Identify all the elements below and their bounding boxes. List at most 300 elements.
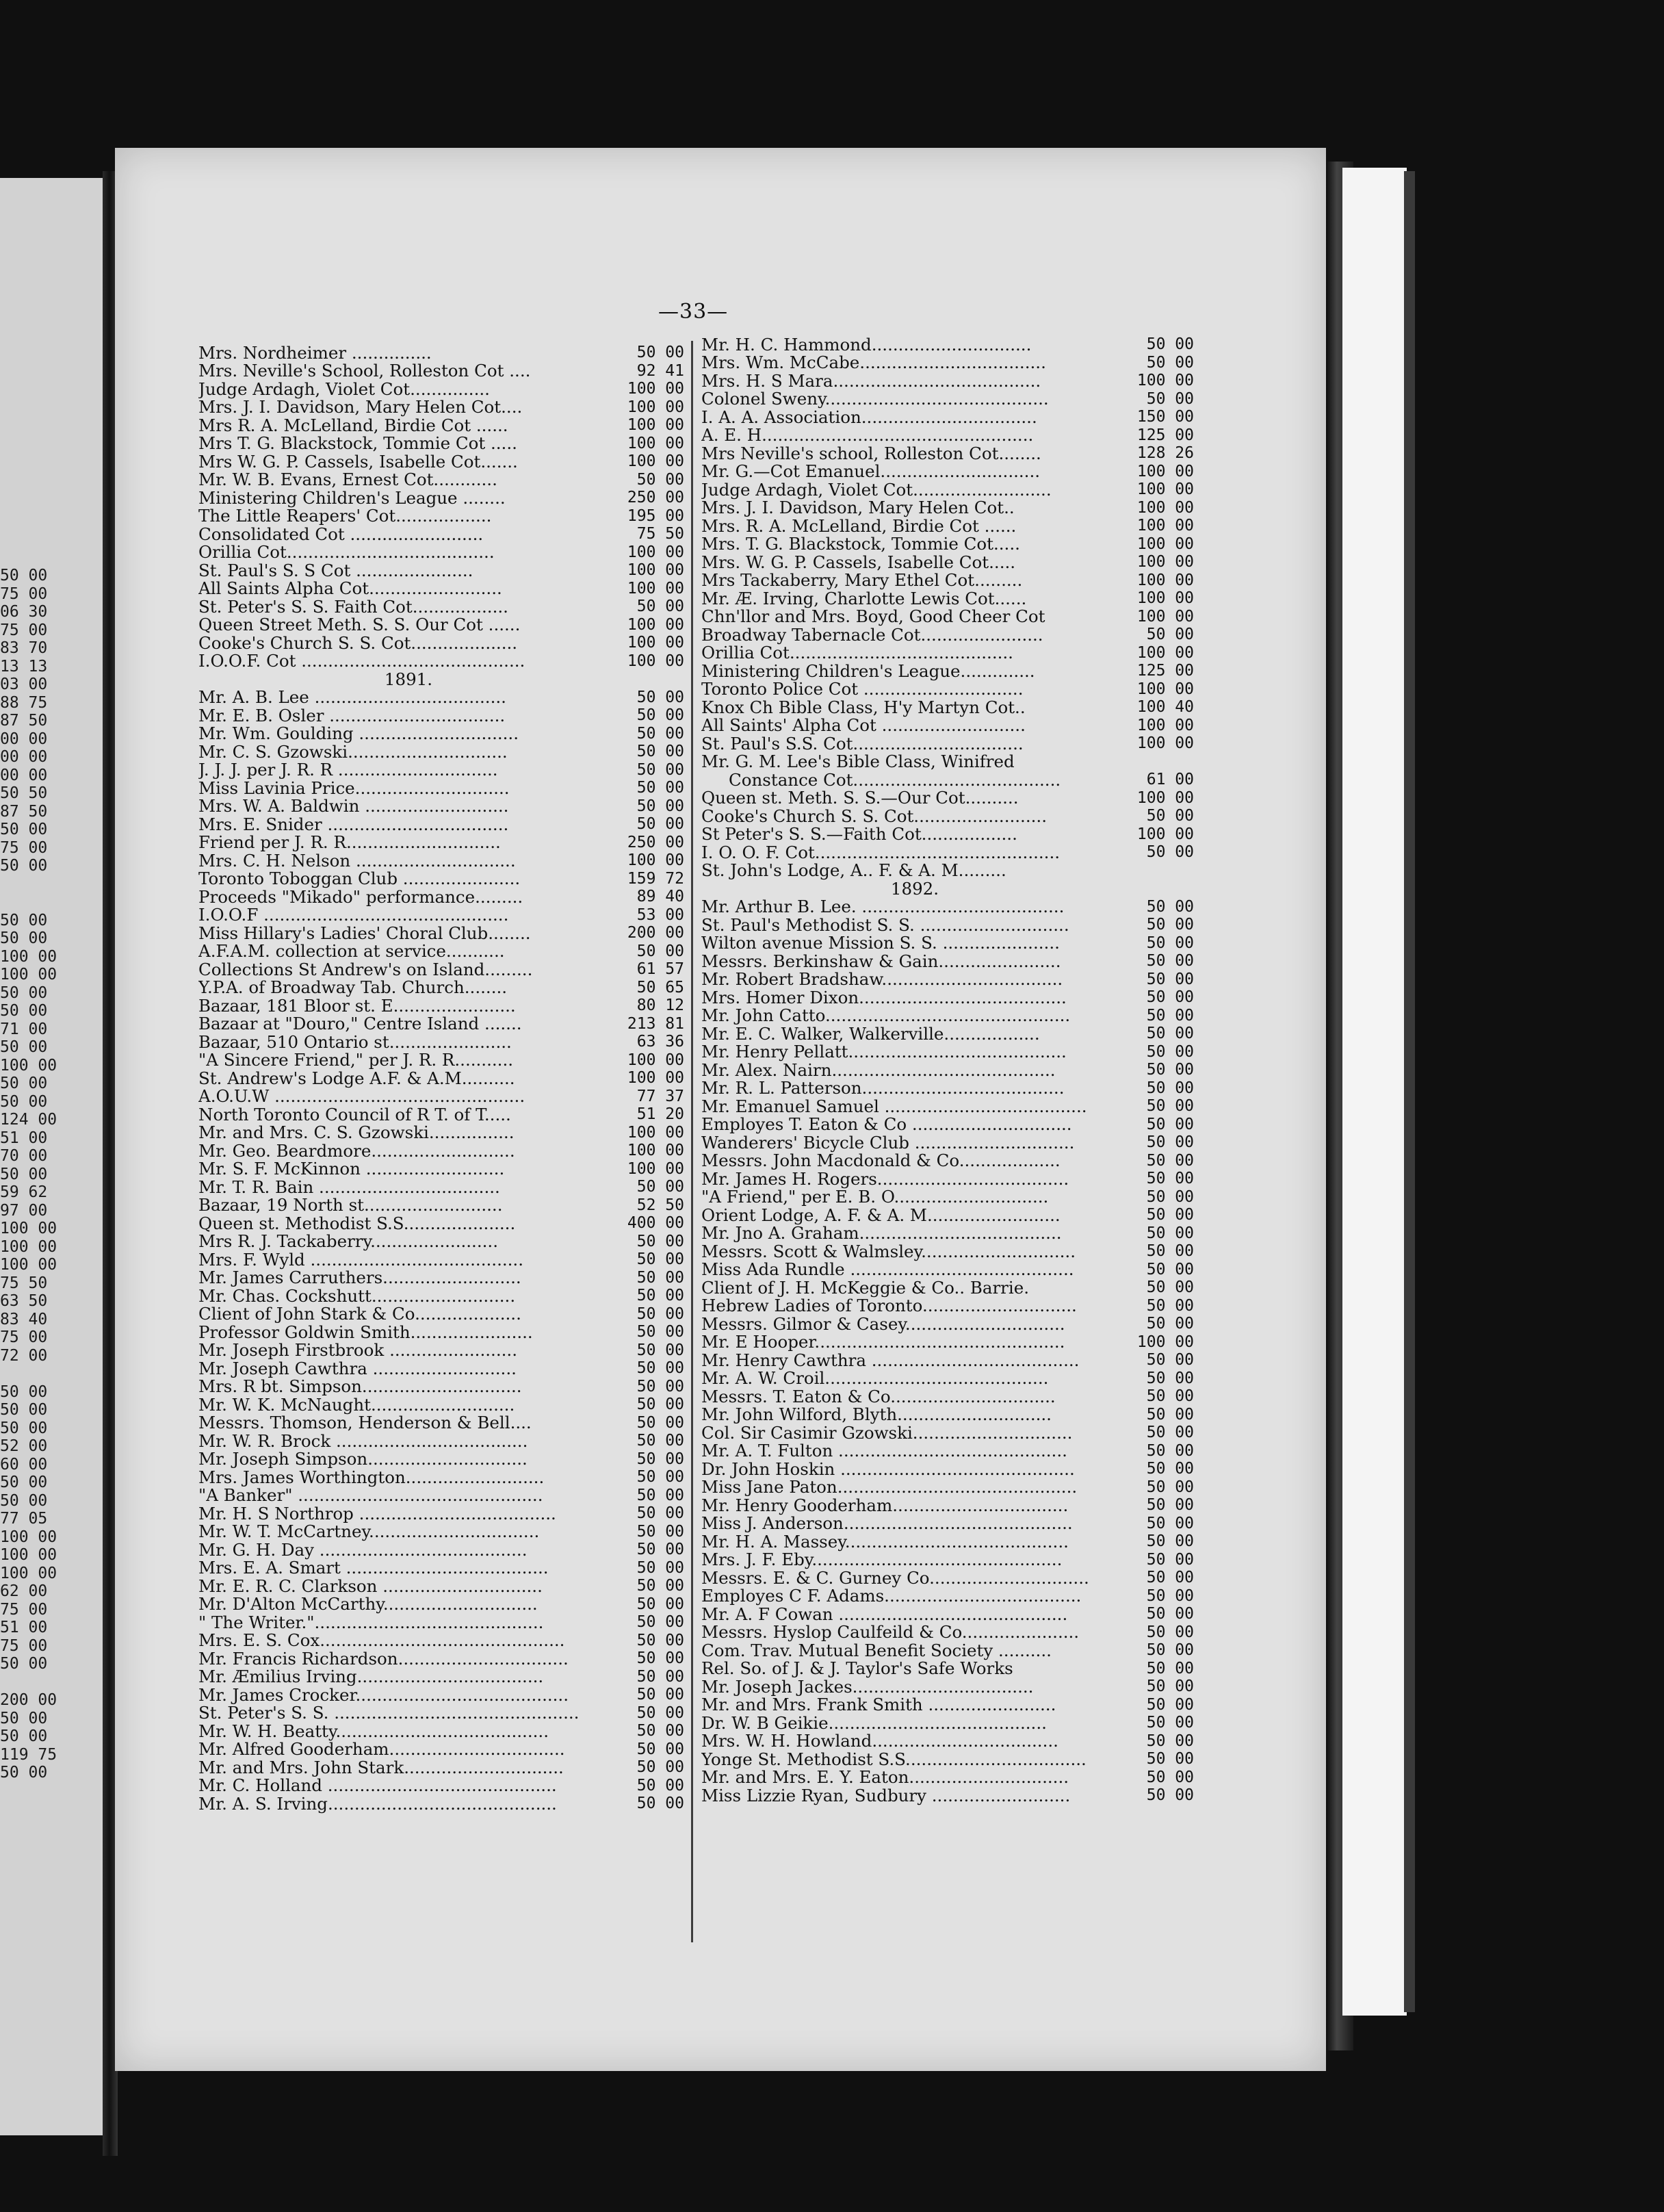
donation-amount: 50 00: [1146, 626, 1194, 644]
left-page-amount: 100 00: [0, 947, 57, 966]
donation-amount: 50 00: [1146, 1659, 1194, 1677]
donor-row: [198, 1178, 684, 1196]
donor-name: Mr. W. R. Brock ....................................: [198, 1430, 528, 1451]
donor-name: Orient Lodge, A. F. & A. M.........................: [701, 1205, 1061, 1225]
donor-name: Mrs. Wm. McCabe...................................: [701, 352, 1046, 373]
donor-name: Mrs. E. Snider ..................................: [198, 814, 509, 834]
donor-row: [701, 1551, 1194, 1569]
donation-amount: 50 00: [1146, 1532, 1194, 1551]
left-page-amount: 50 50: [0, 784, 48, 802]
left-page-amount: 70 00: [0, 1147, 48, 1165]
donor-row: [198, 543, 684, 562]
left-page-amount: 50 00: [0, 911, 48, 929]
donor-row: [198, 1504, 684, 1523]
donation-amount: 125 00: [1136, 426, 1194, 444]
donor-row: [701, 1786, 1194, 1805]
donor-name: Rel. So. of J. & J. Taylor's Safe Works: [701, 1658, 1013, 1679]
left-page-amount: 00 00: [0, 766, 48, 784]
left-page-amount: 75 50: [0, 1274, 48, 1292]
donation-amount: 50 00: [1146, 1405, 1194, 1424]
left-page-amount: 50 00: [0, 857, 48, 875]
donor-name: Messrs. Thomson, Henderson & Bell....: [198, 1413, 532, 1433]
donation-amount: 50 00: [1146, 1605, 1194, 1623]
donor-name: Mr. Joseph Cawthra ...........................: [198, 1358, 517, 1378]
donation-amount: 100 00: [627, 652, 684, 670]
donor-row: [701, 1677, 1194, 1696]
donor-row: [198, 870, 684, 888]
donor-row: [701, 571, 1194, 590]
donor-row: [701, 463, 1194, 481]
donor-row: [701, 1532, 1194, 1551]
donor-name: St. Paul's S.S. Cot................................: [701, 733, 1024, 754]
donor-row: [198, 725, 684, 743]
donation-amount: 50 00: [1146, 1732, 1194, 1750]
donation-amount: 50 00: [636, 1577, 684, 1595]
donor-name: Client of John Stark & Co....................: [198, 1304, 521, 1324]
donation-amount: 100 00: [627, 1051, 684, 1069]
donor-row: [701, 444, 1194, 463]
donor-row: [198, 1396, 684, 1414]
donor-name: Mrs. E. A. Smart ......................................: [198, 1558, 549, 1578]
donor-name: Mr. E. R. C. Clarkson ..............................: [198, 1576, 543, 1596]
donor-name: 1891.: [384, 669, 433, 689]
donor-row: [701, 1061, 1194, 1079]
donor-row: [198, 1051, 684, 1070]
right-donor-column: [701, 335, 1194, 1805]
donation-amount: 50 00: [636, 1268, 684, 1287]
donor-name: Mrs. Neville's School, Rolleston Cot ....: [198, 361, 531, 381]
donor-row: [701, 1007, 1194, 1025]
donor-row: [198, 616, 684, 634]
donor-name: Mrs. Nordheimer ...............: [198, 342, 432, 363]
donor-name: Cooke's Church S. S. Cot....................: [198, 632, 518, 653]
donor-row: [701, 372, 1194, 390]
donor-name: Colonel Sweny..........................................: [701, 389, 1049, 409]
donation-amount: 50 00: [1146, 1586, 1194, 1605]
donation-amount: 50 00: [1146, 1042, 1194, 1061]
donation-amount: 80 12: [636, 996, 684, 1015]
left-page-amount: 100 00: [0, 966, 57, 983]
donor-name: Mr. Chas. Cockshutt...........................: [198, 1285, 516, 1306]
donation-amount: 50 00: [636, 760, 684, 779]
donation-amount: 50 00: [1146, 1025, 1194, 1043]
donation-amount: 128 26: [1136, 444, 1194, 463]
donor-name: Ministering Children's League..............: [701, 660, 1035, 681]
donor-name: Bazaar, 19 North st..........................: [198, 1195, 503, 1216]
donor-name: Client of J. H. McKeggie & Co.. Barrie.: [701, 1277, 1029, 1298]
donor-name: Consolidated Cot .........................: [198, 524, 484, 544]
donation-amount: 50 00: [636, 1722, 684, 1740]
donation-amount: 100 00: [1136, 517, 1194, 535]
donor-name: Messrs. Scott & Walmsley.............................: [701, 1241, 1076, 1261]
donor-name: Queen st. Meth. S. S.—Our Cot..........: [701, 788, 1019, 808]
donor-row: [701, 1732, 1194, 1751]
donor-row: [198, 416, 684, 435]
donation-amount: 50 00: [636, 1558, 684, 1577]
donor-row: [701, 1442, 1194, 1461]
donor-name: Mr. A. T. Fulton ...........................................: [701, 1441, 1067, 1461]
donation-amount: 50 00: [1146, 1569, 1194, 1587]
donor-row: [701, 1333, 1194, 1352]
donor-row: [198, 1649, 684, 1668]
left-page-amount: 71 00: [0, 1020, 48, 1038]
donor-name: Miss Lizzie Ryan, Sudbury ..........................: [701, 1785, 1071, 1805]
donor-name: St Peter's S. S.—Faith Cot..................: [701, 824, 1017, 845]
donation-amount: 50 00: [1146, 353, 1194, 372]
donor-row: [701, 390, 1194, 409]
donation-amount: 100 00: [1136, 589, 1194, 608]
donor-name: Bazaar, 510 Ontario st.......................: [198, 1031, 512, 1052]
donation-amount: 52 50: [636, 1196, 684, 1214]
donation-amount: 50 65: [636, 978, 684, 996]
donor-name: Dr. John Hoskin ............................................: [701, 1458, 1075, 1479]
left-page-amount: 83 40: [0, 1310, 48, 1328]
donor-row: [198, 942, 684, 961]
donor-row: [198, 996, 684, 1015]
donor-row: [198, 1613, 684, 1632]
donor-name: Cooke's Church S. S. Cot.........................: [701, 806, 1048, 826]
donor-name: Mrs R. J. Tackaberry........................: [198, 1231, 498, 1252]
donor-name: Mr. G. M. Lee's Bible Class, Winifred: [701, 751, 1015, 772]
donor-row: [701, 1116, 1194, 1134]
donor-row: [701, 1133, 1194, 1152]
donation-amount: 213 81: [627, 1014, 684, 1033]
donor-name: Mr. S. F. McKinnon ..........................: [198, 1159, 505, 1179]
donation-amount: 159 72: [627, 869, 684, 888]
donation-amount: 53 00: [636, 905, 684, 924]
donor-name: The Little Reapers' Cot..................: [198, 506, 492, 526]
donor-row: [701, 553, 1194, 571]
left-page-amount: 50 00: [0, 1419, 48, 1437]
donation-amount: 63 36: [636, 1033, 684, 1051]
donor-name: Mr. James H. Rogers....................................: [701, 1168, 1069, 1189]
left-page-amount: 100 00: [0, 1220, 57, 1237]
donor-row: [701, 843, 1194, 862]
donor-row: [701, 1587, 1194, 1606]
donation-amount: 50 00: [636, 1703, 684, 1722]
donation-amount: 50 00: [1146, 1460, 1194, 1478]
donor-row: [701, 608, 1194, 626]
donation-amount: 50 00: [1146, 1151, 1194, 1170]
donor-name: Queen st. Methodist S.S.....................: [198, 1213, 516, 1233]
donation-amount: 100 00: [1136, 462, 1194, 480]
left-page-amount: 88 75: [0, 693, 48, 712]
donor-row: [198, 380, 684, 398]
donor-row: [701, 499, 1194, 517]
donor-name: Mr. Geo. Beardmore...........................: [198, 1140, 515, 1161]
left-page-amount: 60 00: [0, 1455, 48, 1474]
left-page-amount: 87 50: [0, 802, 48, 821]
donor-name: I.O.O.F. Cot ..........................................: [198, 651, 525, 671]
donor-row: [198, 1359, 684, 1378]
donor-name: " The Writer."...........................................: [198, 1612, 544, 1632]
donor-name: Mr. A. W. Croil..........................................: [701, 1368, 1049, 1389]
left-page-amount: 63 50: [0, 1292, 48, 1310]
donor-row: [701, 988, 1194, 1007]
donor-name: Mr. W. K. McNaught...........................: [198, 1394, 515, 1415]
left-page-amount: [0, 1673, 48, 1692]
donation-amount: 50 00: [1146, 335, 1194, 354]
left-page-amount: 100 00: [0, 1256, 57, 1274]
left-page-amount: 97 00: [0, 1201, 48, 1220]
donor-row: [198, 1487, 684, 1505]
donor-row: [198, 979, 684, 997]
donor-row: [701, 717, 1194, 735]
donation-amount: 50 00: [1146, 988, 1194, 1007]
donor-name: Mrs. R bt. Simpson..............................: [198, 1376, 522, 1397]
donation-amount: 50 00: [636, 1178, 684, 1196]
donor-row: [198, 1124, 684, 1142]
donor-name: Mr. John Wilford, Blyth.............................: [701, 1404, 1052, 1425]
donor-row: [701, 970, 1194, 989]
donor-name: "A Banker" ..............................................: [198, 1485, 543, 1506]
donation-amount: 100 00: [1136, 571, 1194, 589]
donor-row: [701, 789, 1194, 808]
donor-name: Bazaar at "Douro," Centre Island .......: [198, 1014, 522, 1034]
donor-name: Yonge St. Methodist S.S..................................: [701, 1749, 1087, 1769]
donor-name: Mrs. J. I. Davidson, Mary Helen Cot....: [198, 397, 523, 417]
donor-name: Mr. Joseph Firstbrook ........................: [198, 1340, 517, 1361]
donation-amount: 50 00: [636, 1795, 684, 1813]
donation-amount: 50 00: [636, 1432, 684, 1450]
donor-row: [701, 335, 1194, 354]
donation-amount: 50 00: [636, 1649, 684, 1668]
donor-name: St. Paul's Methodist S. S. ............................: [701, 914, 1069, 935]
donor-row: [198, 1269, 684, 1287]
donor-name: St. Peter's S. S. ..............................................: [198, 1703, 580, 1723]
donation-amount: 50 00: [1146, 1387, 1194, 1406]
left-page-amount: 00 00: [0, 748, 48, 766]
donor-name: Employes C F. Adams.....................................: [701, 1586, 1082, 1606]
page-number: —33—: [658, 300, 729, 324]
left-page-amount: 00 00: [0, 730, 48, 748]
donor-row: [198, 471, 684, 489]
left-page-amount: 124 00: [0, 1111, 57, 1129]
donation-amount: 50 00: [636, 1450, 684, 1468]
donor-row: [701, 626, 1194, 644]
left-page-amount: 13 13: [0, 657, 48, 676]
donation-amount: 100 00: [1136, 734, 1194, 753]
donor-row: [198, 1250, 684, 1269]
donation-amount: 50 00: [1146, 1061, 1194, 1079]
donation-amount: 50 00: [1146, 1260, 1194, 1278]
donation-amount: 50 00: [636, 1359, 684, 1378]
donation-amount: 50 00: [1146, 1242, 1194, 1261]
donor-name: Toronto Police Cot ..............................: [701, 679, 1024, 699]
donor-name: Mrs Neville's school, Rolleston Cot........: [701, 443, 1041, 463]
donor-name: Mr. Henry Gooderham.................................: [701, 1495, 1069, 1515]
donor-name: Broadway Tabernacle Cot.......................: [701, 624, 1043, 645]
donor-row: [701, 1496, 1194, 1515]
donor-name: Mr. C. S. Gzowski..............................: [198, 741, 508, 762]
left-page-amount: 77 05: [0, 1510, 48, 1528]
donation-amount: 195 00: [627, 506, 684, 525]
donor-name: Mr. D'Alton McCarthy.............................: [198, 1594, 538, 1615]
donor-row: [701, 1170, 1194, 1188]
donation-amount: 50 00: [1146, 1278, 1194, 1297]
donor-name: Bazaar, 181 Bloor st. E.......................: [198, 995, 516, 1016]
donation-amount: 50 00: [636, 1323, 684, 1341]
donor-row: [701, 1714, 1194, 1732]
donation-amount: 100 00: [1136, 535, 1194, 553]
donor-row: [198, 489, 684, 507]
donor-row: [701, 1079, 1194, 1098]
donation-amount: 50 00: [636, 1232, 684, 1250]
donor-name: Mrs T. G. Blackstock, Tommie Cot .....: [198, 433, 517, 454]
donor-row: [198, 1069, 684, 1088]
left-page-amount: 75 00: [0, 1636, 48, 1655]
left-page-amount: 100 00: [0, 1528, 57, 1546]
left-page-amount: 59 62: [0, 1183, 48, 1201]
donation-amount: 50 00: [636, 1541, 684, 1559]
left-donor-column: [198, 344, 684, 1813]
left-page-amount: 200 00: [0, 1691, 57, 1709]
donor-row: [701, 408, 1194, 426]
donation-amount: 50 00: [1146, 1133, 1194, 1152]
donor-row: [198, 1015, 684, 1033]
donation-amount: 100 00: [627, 1123, 684, 1142]
donor-row: [198, 1632, 684, 1650]
donor-row: [198, 1704, 684, 1723]
donor-row: [701, 1660, 1194, 1678]
donor-row: [198, 906, 684, 925]
donor-name: Miss Jane Paton.............................................: [701, 1477, 1078, 1497]
donation-amount: 50 00: [1146, 916, 1194, 934]
donor-name: Mrs. W. A. Baldwin ...........................: [198, 796, 509, 816]
donation-amount: 50 00: [1146, 1550, 1194, 1569]
donor-row: [198, 1577, 684, 1595]
donor-name: Messrs. Hyslop Caulfeild & Co......................: [701, 1622, 1080, 1643]
donor-row: [701, 916, 1194, 934]
left-page-amount: [0, 1365, 48, 1383]
donor-row: [198, 580, 684, 598]
donor-name: Mr. and Mrs. John Stark..............................: [198, 1757, 564, 1777]
donor-row: [701, 426, 1194, 445]
donor-row: [198, 1160, 684, 1179]
donation-amount: 92 41: [636, 361, 684, 380]
donor-name: J. J. J. per J. R. R ..............................: [198, 760, 498, 780]
donor-name: Mr. G.—Cot Emanuel..............................: [701, 461, 1041, 482]
donor-name: Mr. A. S. Irving...........................................: [198, 1793, 557, 1814]
donor-name: Y.P.A. of Broadway Tab. Church........: [198, 977, 508, 998]
left-page-amount: 119 75: [0, 1745, 57, 1764]
left-page-amount: 50 00: [0, 929, 48, 947]
donor-name: Orillia Cot.......................................: [198, 542, 495, 563]
donor-name: Mr. Robert Bradshaw..................................: [701, 969, 1063, 990]
donor-name: Mr. Henry Cawthra .......................................: [701, 1350, 1080, 1370]
donation-amount: 50 00: [636, 470, 684, 489]
donor-name: Mr. Æ. Irving, Charlotte Lewis Cot......: [701, 588, 1027, 608]
donor-name: Mr. W. B. Evans, Ernest Cot............: [198, 470, 497, 490]
donor-row: [198, 1142, 684, 1160]
donation-amount: 50 00: [1146, 1187, 1194, 1206]
donation-amount: 200 00: [627, 924, 684, 942]
donor-row: [198, 779, 684, 797]
donor-name: Mr. E. B. Osler .................................: [198, 705, 506, 725]
donor-row: [198, 1740, 684, 1759]
donation-amount: 50 00: [1146, 1115, 1194, 1133]
donor-row: [701, 1297, 1194, 1315]
donation-amount: 250 00: [627, 489, 684, 507]
donor-name: I. O. O. F. Cot..............................................: [701, 842, 1061, 862]
donor-name: "A Friend," per E. B. O.............................: [701, 1187, 1049, 1207]
donor-row: [701, 535, 1194, 554]
donor-name: Miss Hillary's Ladies' Choral Club........: [198, 923, 531, 943]
donor-name: 1892.: [890, 878, 939, 899]
donor-name: St. Paul's S. S Cot ......................: [198, 560, 473, 580]
donor-row: [198, 1777, 684, 1795]
donor-name: Mr. T. R. Bain ..................................: [198, 1176, 500, 1197]
donation-amount: 100 00: [627, 434, 684, 452]
left-page-amount: 50 00: [0, 567, 48, 584]
left-page-amount: 50 00: [0, 1655, 48, 1673]
donation-amount: 50 00: [1146, 1514, 1194, 1532]
donor-row: [701, 825, 1194, 844]
donor-row: [701, 753, 1194, 771]
white-sheet: [1342, 168, 1407, 2016]
donation-amount: 100 00: [1136, 825, 1194, 843]
donor-row: [701, 1623, 1194, 1642]
left-page-amount: 100 00: [0, 1564, 57, 1582]
donor-row: [701, 1152, 1194, 1170]
donation-amount: 50 00: [1146, 807, 1194, 825]
donation-amount: 50 00: [636, 1595, 684, 1613]
donation-amount: 50 00: [636, 688, 684, 706]
donation-amount: 100 00: [1136, 498, 1194, 517]
donor-name: Mr. E. C. Walker, Walkerville..................: [701, 1023, 1040, 1044]
donor-name: Mr. Æmilius Irving...................................: [198, 1667, 544, 1687]
donor-name: Mr. Francis Richardson................................: [198, 1648, 569, 1669]
donor-row: [701, 589, 1194, 608]
donor-row: [198, 1795, 684, 1813]
donation-amount: 50 00: [636, 797, 684, 815]
donor-row: [198, 344, 684, 362]
donor-row: [198, 435, 684, 453]
donor-name: Mrs. J. F. Eby...............................................: [701, 1549, 1063, 1570]
donor-row: [198, 888, 684, 906]
donor-name: Mrs R. A. McLelland, Birdie Cot ......: [198, 415, 508, 435]
donor-name: Mrs. E. S. Cox..............................................: [198, 1630, 565, 1651]
donor-name: Knox Ch Bible Class, H'y Martyn Cot..: [701, 697, 1026, 717]
donor-row: [701, 1750, 1194, 1769]
donor-name: Ministering Children's League ........: [198, 487, 506, 508]
donor-row: [701, 1351, 1194, 1369]
donation-amount: 50 00: [636, 942, 684, 960]
donation-amount: 50 00: [1146, 1097, 1194, 1116]
left-page-amount: 75 00: [0, 1600, 48, 1619]
left-page-amount: [0, 893, 48, 912]
donor-name: I.O.O.F ..............................................: [198, 905, 509, 925]
donor-name: Mrs. Homer Dixon.......................................: [701, 987, 1067, 1007]
donor-row: [198, 1196, 684, 1215]
donor-name: Mr. Joseph Simpson..............................: [198, 1449, 528, 1469]
donation-amount: 50 00: [636, 1304, 684, 1323]
donor-name: Mr. Jno A. Graham......................................: [701, 1223, 1062, 1244]
left-page-amount: 50 00: [0, 1727, 48, 1745]
left-page-amount: 100 00: [0, 1546, 57, 1564]
donor-row: [198, 1105, 684, 1124]
donor-name: Mr. James Carruthers..........................: [198, 1268, 521, 1288]
donor-name: Mr. G. H. Day .......................................: [198, 1539, 528, 1560]
donor-name: Hebrew Ladies of Toronto.............................: [701, 1296, 1077, 1316]
donor-name: All Saints' Alpha Cot ...........................: [701, 715, 1026, 736]
donor-row: [198, 1686, 684, 1704]
donation-amount: 100 00: [1136, 788, 1194, 807]
donor-row: [198, 1033, 684, 1051]
left-page-amount: 50 00: [0, 1491, 48, 1510]
donor-row: [198, 743, 684, 761]
donor-name: Mr. E Hooper...............................................: [701, 1332, 1065, 1352]
